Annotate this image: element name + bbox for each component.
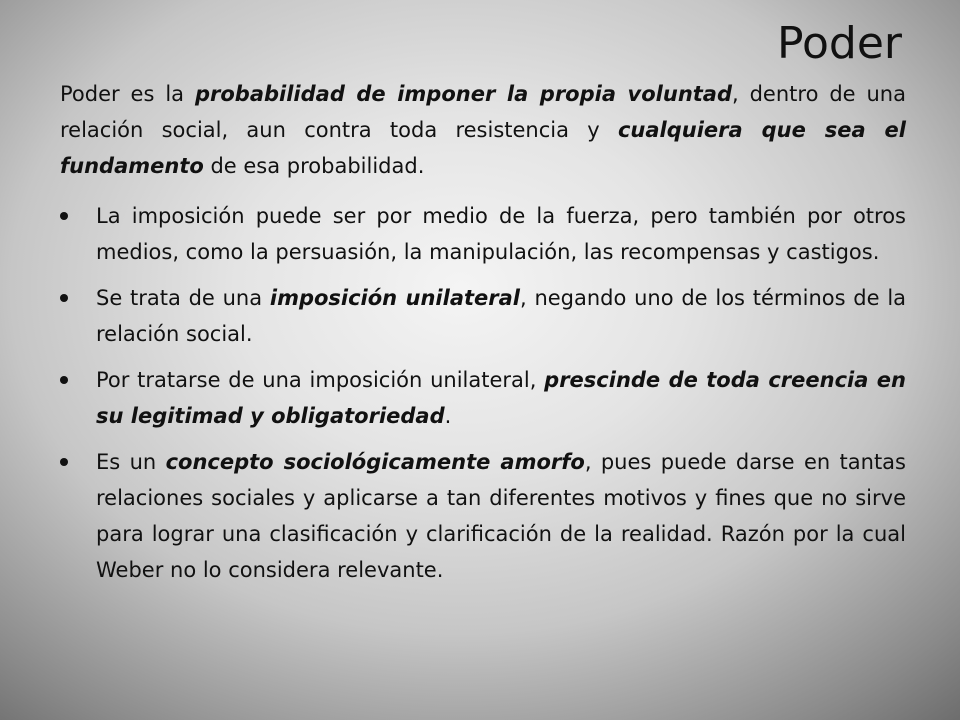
text-run: , negando uno de los términos de la relación social. [96,286,907,346]
text-run: , pues puede darse en tantas relaciones sociales y aplicarse a tan diferentes motivos y fines que no sirve para lograr una clasificación y clarificación de la realidad. Razón por la cual Weber no lo considera relevante. [96,450,906,582]
slide-title: Poder [777,18,902,69]
text-run: Por tratarse de una imposición unilateral, [96,368,545,392]
text-run: Es un [96,450,166,474]
emphasized-phrase: probabilidad de imponer la propia voluntad [194,82,733,106]
text-run: Poder es la [60,82,195,106]
bullet-text [96,286,906,346]
slide-content [60,76,906,598]
bullet-dot-icon [60,212,68,220]
bullet-text [96,450,906,582]
emphasized-phrase: concepto sociológicamente amorfo [165,450,585,474]
bullet-text [96,204,906,264]
bullet-dot-icon [60,294,68,302]
intro-paragraph [60,76,906,184]
bullet-item [60,198,906,270]
bullet-list [60,198,906,588]
bullet-dot-icon [60,376,68,384]
bullet-item [60,280,906,352]
emphasized-phrase: cualquiera que sea el fundamento [60,118,906,178]
text-run: de esa probabilidad. [203,154,425,178]
text-run: . [444,404,452,428]
bullet-dot-icon [60,458,68,466]
text-run: , dentro de una relación social, aun contra toda resistencia y [60,82,906,142]
emphasized-phrase: prescinde de toda creencia en su legitimad y obligatoriedad [96,368,906,428]
bullet-item [60,362,906,434]
text-run: Se trata de una [96,286,270,310]
text-run: La imposición puede ser por medio de la fuerza, pero también por otros medios, como la persuasión, la manipulación, las recompensas y castigos. [96,204,906,264]
emphasized-phrase: imposición unilateral [269,286,521,310]
bullet-item [60,444,906,588]
bullet-text [96,368,906,428]
